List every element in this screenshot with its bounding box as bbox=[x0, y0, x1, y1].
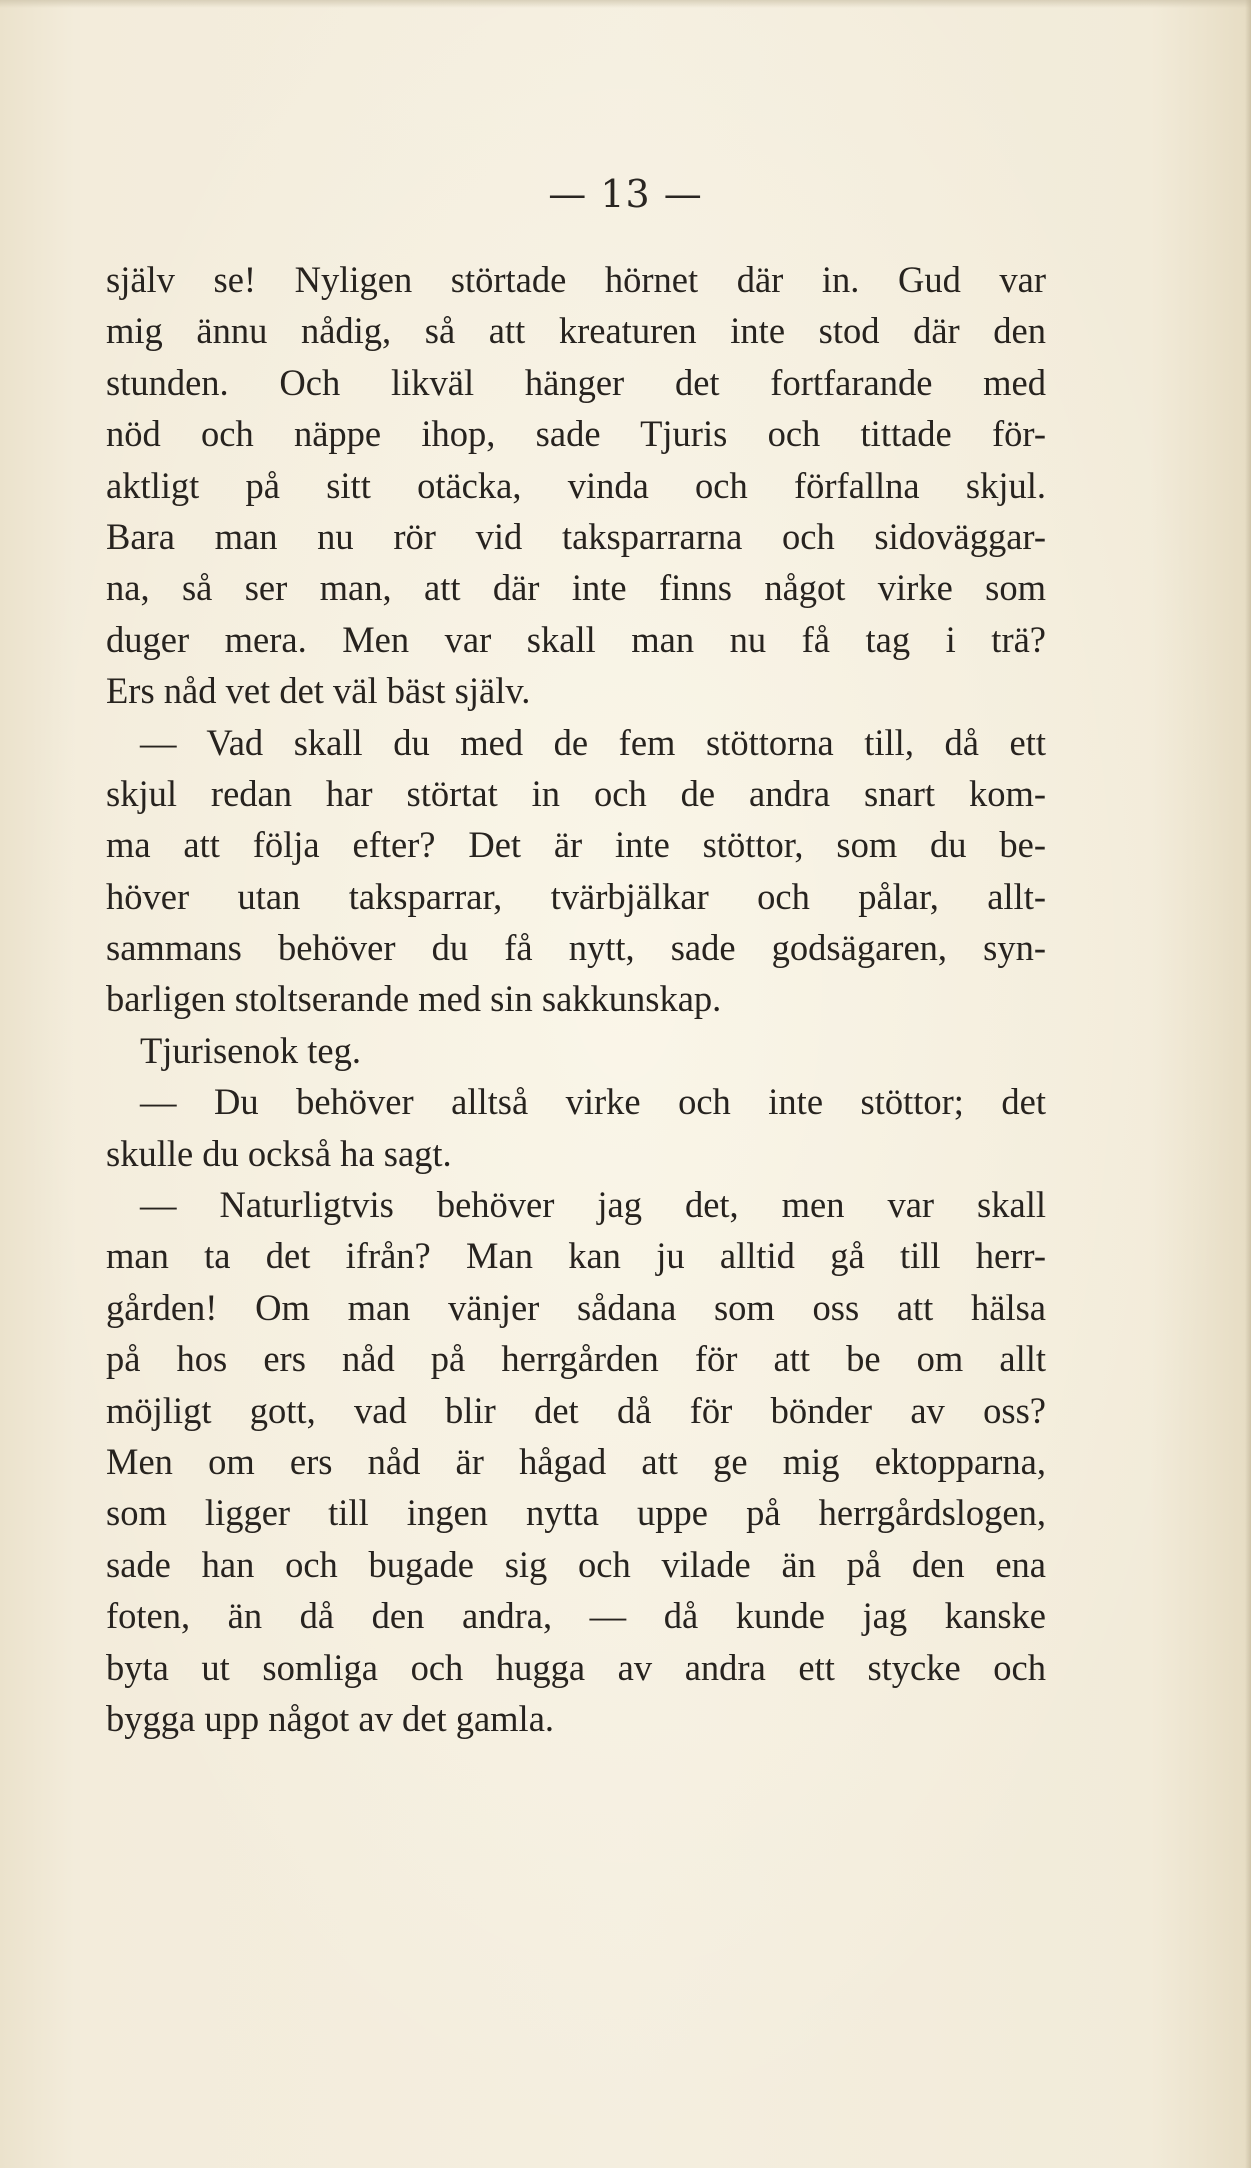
text-line: möjligt gott, vad blir det då för bönder av oss? bbox=[106, 1389, 1046, 1431]
text-line: Tjurisenok teg. bbox=[140, 1029, 361, 1071]
text-line: na, så ser man, att där inte finns något virke som bbox=[106, 567, 1046, 609]
text-line: ma att följa efter? Det är inte stöttor, som du be- bbox=[106, 824, 1046, 866]
text-line: mig ännu nådig, så att kreaturen inte stod där den bbox=[106, 310, 1046, 352]
text-line: — Du behöver alltså virke och inte stöttor; det bbox=[140, 1081, 1046, 1123]
text-line: sade han och bugade sig och vilade än på den ena bbox=[106, 1543, 1046, 1585]
text-line: höver utan taksparrar, tvärbjälkar och pålar, allt- bbox=[106, 875, 1046, 917]
text-line: gården! Om man vänjer sådana som oss att hälsa bbox=[106, 1286, 1046, 1328]
text-line: Ers nåd vet det väl bäst själv. bbox=[106, 670, 531, 712]
text-line: som ligger till ingen nytta uppe på herrgårdslogen, bbox=[106, 1492, 1046, 1534]
page-number: — 13 — bbox=[548, 172, 703, 216]
text-line: stunden. Och likväl hänger det fortfarande med bbox=[106, 361, 1046, 403]
text-line: barligen stoltserande med sin sakkunskap. bbox=[106, 978, 722, 1020]
text-line: nöd och näppe ihop, sade Tjuris och tittade för- bbox=[106, 413, 1046, 455]
text-line: — Naturligtvis behöver jag det, men var skall bbox=[140, 1184, 1046, 1226]
text-line: Men om ers nåd är hågad att ge mig ektopparna, bbox=[106, 1440, 1046, 1482]
text-line: duger mera. Men var skall man nu få tag i trä? bbox=[106, 618, 1046, 660]
text-line: sammans behöver du få nytt, sade godsägaren, syn- bbox=[106, 927, 1046, 969]
text-line: aktligt på sitt otäcka, vinda och förfallna skjul. bbox=[106, 464, 1046, 506]
text-line: byta ut somliga och hugga av andra ett stycke och bbox=[106, 1646, 1046, 1688]
page-right-edge bbox=[1245, 0, 1251, 2168]
text-line: på hos ers nåd på herrgården för att be om allt bbox=[106, 1338, 1046, 1380]
text-line: man ta det ifrån? Man kan ju alltid gå till herr- bbox=[106, 1235, 1046, 1277]
text-line: bygga upp något av det gamla. bbox=[106, 1697, 555, 1739]
text-body bbox=[106, 254, 1046, 1744]
text-line: skulle du också ha sagt. bbox=[106, 1132, 452, 1174]
text-line: — Vad skall du med de fem stöttorna till, då ett bbox=[140, 721, 1046, 763]
text-line: Bara man nu rör vid taksparrarna och sidoväggar- bbox=[106, 515, 1046, 557]
text-line: skjul redan har störtat in och de andra snart kom- bbox=[106, 772, 1046, 814]
text-line: själv se! Nyligen störtade hörnet där in. Gud var bbox=[106, 259, 1046, 300]
text-line: foten, än då den andra, — då kunde jag kanske bbox=[106, 1595, 1046, 1637]
page-top-edge bbox=[0, 0, 1251, 8]
